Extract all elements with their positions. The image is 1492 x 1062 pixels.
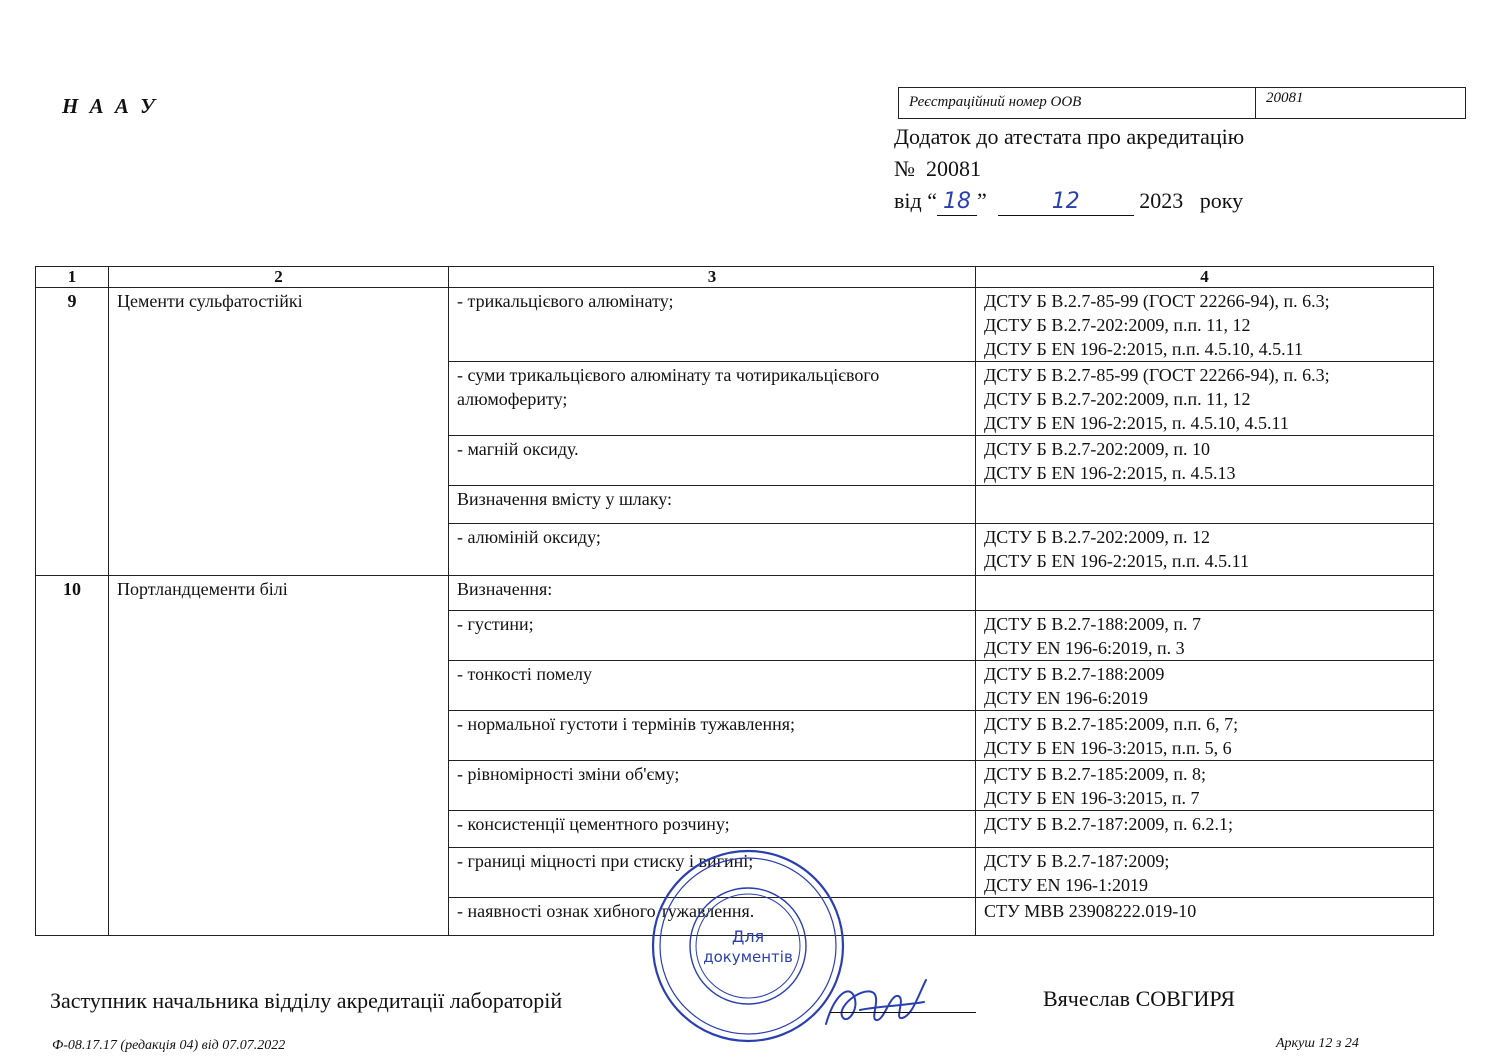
standard-reference: ДСТУ EN 196-1:2019: [984, 875, 1149, 895]
column-header: 4: [976, 267, 1434, 288]
test-standards: [976, 811, 1434, 848]
date-day: 18: [937, 191, 977, 216]
test-standards: [976, 524, 1434, 576]
organization-abbreviation: Н А А У: [62, 94, 158, 118]
date-year: 2023: [1139, 188, 1184, 213]
standard-reference: ДСТУ Б В.2.7-85-99 (ГОСТ 22266-94), п. 6.3;: [984, 365, 1330, 385]
registration-number: 20081: [1266, 90, 1304, 106]
test-standards: [976, 611, 1434, 661]
test-parameter: - магній оксиду.: [449, 436, 976, 486]
test-parameter: - алюміній оксиду;: [449, 524, 976, 576]
test-parameter: - консистенції цементного розчину;: [449, 811, 976, 848]
item-number: 9: [36, 288, 109, 576]
date-quote-close: ”: [976, 188, 987, 213]
official-stamp: [650, 848, 846, 1044]
signatory-title: Заступник начальника відділу акредитації лабораторій: [50, 988, 563, 1013]
column-header: 3: [449, 267, 976, 288]
certificate-date-line: [894, 188, 1243, 216]
test-parameter: Визначення вмісту у шлаку:: [449, 486, 976, 524]
standard-reference: ДСТУ Б В.2.7-185:2009, п.п. 6, 7;: [984, 714, 1239, 734]
standard-reference: ДСТУ Б В.2.7-202:2009, п.п. 11, 12: [984, 315, 1251, 335]
test-standards: [976, 761, 1434, 811]
standard-reference: ДСТУ Б В.2.7-188:2009, п. 7: [984, 614, 1201, 634]
form-code: Ф-08.17.17 (редакція 04) від 07.07.2022: [52, 1038, 286, 1053]
test-standards: [976, 848, 1434, 898]
standard-reference: ДСТУ Б EN 196-2:2015, п.п. 4.5.11: [984, 551, 1249, 571]
table-row: [36, 576, 1434, 611]
annex-title: Додаток до атестата про акредитацію: [894, 124, 1245, 149]
standard-reference: ДСТУ Б EN 196-2:2015, п. 4.5.10, 4.5.11: [984, 413, 1289, 433]
standard-reference: ДСТУ Б В.2.7-188:2009: [984, 664, 1165, 684]
standard-reference: ДСТУ Б EN 196-2:2015, п. 4.5.13: [984, 463, 1236, 483]
standard-reference: ДСТУ Б В.2.7-202:2009, п.п. 11, 12: [984, 389, 1251, 409]
registration-box: [898, 87, 1466, 119]
certificate-prefix: №: [894, 156, 915, 181]
test-parameter: - границі міцності при стиску і вигині;: [449, 848, 976, 898]
date-prefix: від “: [894, 188, 937, 213]
date-suffix: року: [1199, 188, 1244, 213]
test-parameter: - тонкості помелу: [449, 661, 976, 711]
standard-reference: ДСТУ Б В.2.7-202:2009, п. 12: [984, 527, 1210, 547]
date-month: 12: [998, 191, 1134, 216]
standard-reference: ДСТУ Б В.2.7-185:2009, п. 8;: [984, 764, 1206, 784]
test-standards: [976, 362, 1434, 436]
test-parameter: - рівномірності зміни об'єму;: [449, 761, 976, 811]
signatory-name: Вячеслав СОВГИРЯ: [1043, 986, 1235, 1011]
test-parameter: Визначення:: [449, 576, 976, 611]
test-standards: [976, 288, 1434, 362]
item-number: 10: [36, 576, 109, 936]
standard-reference: ДСТУ Б EN 196-3:2015, п.п. 5, 6: [984, 738, 1232, 758]
product-name: Портландцементи білі: [109, 576, 449, 936]
test-standards: [976, 486, 1434, 524]
test-parameter: - нормальної густоти і термінів тужавлення;: [449, 711, 976, 761]
test-standards: [976, 661, 1434, 711]
test-standards: [976, 711, 1434, 761]
test-parameter: - суми трикальцієвого алюмінату та чотирикальцієвого алюмофериту;: [449, 362, 976, 436]
stamp-center-line2: документів: [703, 948, 793, 966]
table-header-row: [36, 267, 1434, 288]
registration-label: Реєстраційний номер ООВ: [899, 88, 1256, 118]
table-row: [36, 288, 1434, 362]
stamp-center-line1: Для: [731, 927, 765, 946]
standard-reference: ДСТУ Б EN 196-2:2015, п.п. 4.5.10, 4.5.11: [984, 339, 1303, 359]
test-standards: [976, 576, 1434, 611]
test-standards: [976, 898, 1434, 936]
handwritten-signature-icon: [820, 966, 930, 1036]
standard-reference: ДСТУ Б EN 196-3:2015, п. 7: [984, 788, 1200, 808]
test-parameter: - наявності ознак хибного тужавлення.: [449, 898, 976, 936]
standard-reference: ДСТУ EN 196-6:2019: [984, 688, 1149, 708]
standard-reference: ДСТУ Б В.2.7-202:2009, п. 10: [984, 439, 1210, 459]
accreditation-scope-table: [35, 266, 1434, 936]
test-parameter: - трикальцієвого алюмінату;: [449, 288, 976, 362]
column-header: 1: [36, 267, 109, 288]
sheet-number: Аркуш 12 з 24: [1276, 1036, 1359, 1051]
product-name: Цементи сульфатостійкі: [109, 288, 449, 576]
test-standards: [976, 436, 1434, 486]
standard-reference: ДСТУ Б В.2.7-187:2009, п. 6.2.1;: [984, 814, 1233, 834]
standard-reference: ДСТУ EN 196-6:2019, п. 3: [984, 638, 1185, 658]
standard-reference: ДСТУ Б В.2.7-187:2009;: [984, 851, 1170, 871]
standard-reference: ДСТУ Б В.2.7-85-99 (ГОСТ 22266-94), п. 6.3;: [984, 291, 1330, 311]
test-parameter: - густини;: [449, 611, 976, 661]
column-header: 2: [109, 267, 449, 288]
certificate-number-line: [894, 156, 981, 182]
signature-line: [830, 1012, 976, 1013]
standard-reference: СТУ МВВ 23908222.019-10: [984, 901, 1197, 921]
certificate-number: 20081: [926, 156, 981, 181]
